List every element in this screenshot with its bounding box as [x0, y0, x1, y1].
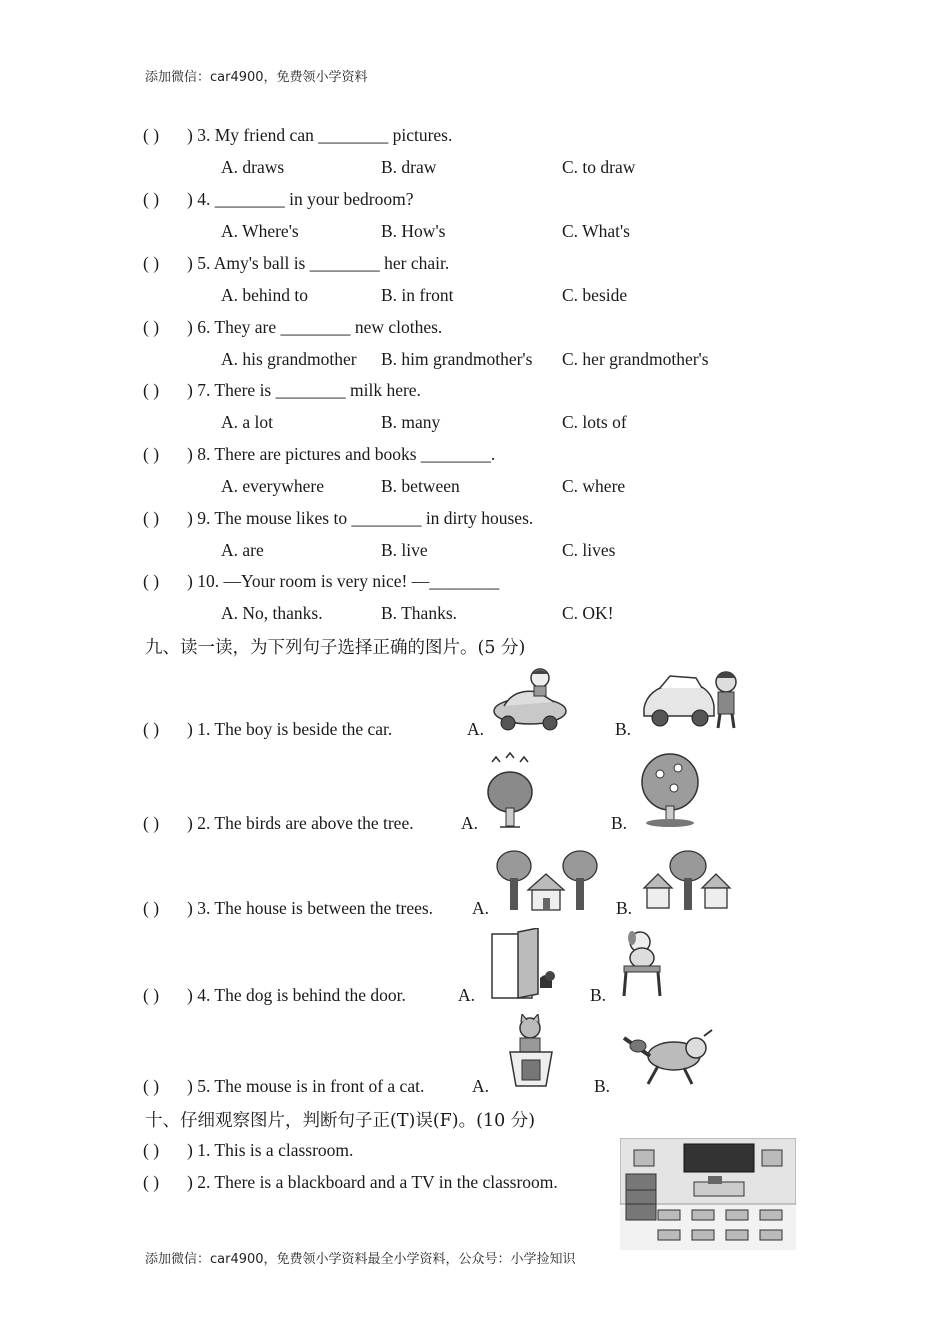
answer-blank[interactable]: ( )	[143, 813, 160, 833]
tree-between-houses-picture	[642, 848, 738, 912]
answer-blank[interactable]: ( )	[143, 444, 160, 464]
option-b: B. in front	[381, 285, 454, 305]
question-text: ) 9. The mouse likes to ________ in dirty houses.	[187, 508, 534, 528]
question-text: ) 1. The boy is beside the car.	[187, 719, 393, 739]
answer-blank[interactable]: ( )	[143, 125, 160, 145]
option-b: B. him grandmother's	[381, 349, 533, 369]
answer-blank[interactable]: ( )	[143, 380, 160, 400]
option-c: C. her grandmother's	[562, 349, 709, 369]
dog-behind-door-picture	[488, 928, 560, 1000]
answer-blank[interactable]: ( )	[143, 571, 160, 591]
house-between-trees-picture	[496, 848, 600, 912]
option-a: A. draws	[221, 157, 285, 177]
option-b: B. live	[381, 540, 428, 560]
cat-in-box-picture	[506, 1014, 556, 1088]
answer-blank[interactable]: ( )	[143, 1140, 160, 1160]
question-text: ) 1. This is a classroom.	[187, 1140, 354, 1160]
option-b-label: B.	[611, 813, 628, 833]
page-footer: 添加微信：car4900，免费领小学资料最全小学资料，公众号：小学捡知识	[145, 1252, 576, 1267]
option-b: B. between	[381, 476, 460, 496]
option-c: C. to draw	[562, 157, 636, 177]
answer-blank[interactable]: ( )	[143, 253, 160, 273]
answer-blank[interactable]: ( )	[143, 317, 160, 337]
option-a-label: A.	[467, 719, 485, 739]
option-b-label: B.	[590, 985, 607, 1005]
option-a: A. Where's	[221, 221, 299, 241]
page-header: 添加微信：car4900，免费领小学资料	[145, 70, 368, 85]
option-b-label: B.	[615, 719, 632, 739]
section-10-title: 十、仔细观察图片，判断句子正(T)误(F)。(10 分)	[145, 1111, 536, 1131]
option-a: A. everywhere	[221, 476, 325, 496]
question-text: ) 2. The birds are above the tree.	[187, 813, 414, 833]
option-a: A. a lot	[221, 412, 274, 432]
answer-blank[interactable]: ( )	[143, 719, 160, 739]
boy-in-car-picture	[490, 666, 570, 732]
option-c: C. What's	[562, 221, 630, 241]
answer-blank[interactable]: ( )	[143, 189, 160, 209]
option-c: C. where	[562, 476, 626, 496]
option-b-label: B.	[594, 1076, 611, 1096]
answer-blank[interactable]: ( )	[143, 1172, 160, 1192]
question-text: ) 6. They are ________ new clothes.	[187, 317, 443, 337]
option-a: A. are	[221, 540, 264, 560]
option-a: A. behind to	[221, 285, 309, 305]
answer-blank[interactable]: ( )	[143, 985, 160, 1005]
question-text: ) 3. The house is between the trees.	[187, 898, 434, 918]
option-b: B. Thanks.	[381, 603, 457, 623]
option-b: B. draw	[381, 157, 437, 177]
question-text: ) 10. —Your room is very nice! —________	[187, 571, 500, 591]
birds-in-tree-picture	[636, 750, 702, 828]
question-text: ) 5. Amy's ball is ________ her chair.	[187, 253, 450, 273]
dog-on-chair-picture	[616, 928, 668, 1000]
question-text: ) 2. There is a blackboard and a TV in the classroom.	[187, 1172, 558, 1192]
option-a: A. No, thanks.	[221, 603, 323, 623]
section-9-title: 九、读一读，为下列句子选择正确的图片。(5 分)	[145, 638, 526, 658]
cat-and-mouse-picture	[618, 1026, 714, 1088]
question-text: ) 7. There is ________ milk here.	[187, 380, 421, 400]
option-a-label: A.	[472, 898, 490, 918]
question-text: ) 5. The mouse is in front of a cat.	[187, 1076, 425, 1096]
option-a: A. his grandmother	[221, 349, 357, 369]
question-text: ) 4. ________ in your bedroom?	[187, 189, 414, 209]
option-c: C. OK!	[562, 603, 614, 623]
answer-blank[interactable]: ( )	[143, 1076, 160, 1096]
option-c: C. beside	[562, 285, 628, 305]
boy-beside-car-picture	[640, 666, 740, 732]
option-a-label: A.	[461, 813, 479, 833]
option-b-label: B.	[616, 898, 633, 918]
question-text: ) 3. My friend can ________ pictures.	[187, 125, 453, 145]
classroom-picture	[620, 1138, 796, 1250]
answer-blank[interactable]: ( )	[143, 898, 160, 918]
option-c: C. lots of	[562, 412, 627, 432]
option-b: B. many	[381, 412, 441, 432]
option-c: C. lives	[562, 540, 616, 560]
option-a-label: A.	[458, 985, 476, 1005]
option-b: B. How's	[381, 221, 446, 241]
answer-blank[interactable]: ( )	[143, 508, 160, 528]
question-text: ) 4. The dog is behind the door.	[187, 985, 406, 1005]
question-text: ) 8. There are pictures and books ________.	[187, 444, 496, 464]
birds-above-tree-picture	[482, 752, 538, 830]
option-a-label: A.	[472, 1076, 490, 1096]
